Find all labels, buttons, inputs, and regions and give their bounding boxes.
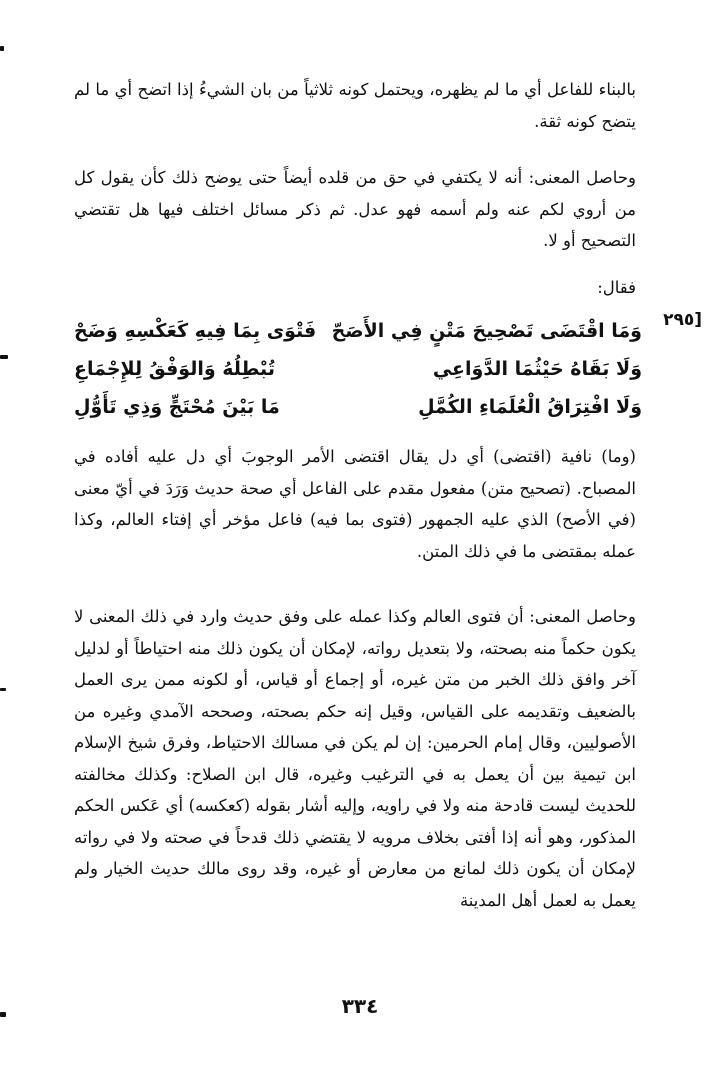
verse-left-hemistich: تُبْطِلُهُ وَالوَفْقُ لِلإِجْمَاعِ [74, 358, 275, 380]
poem-block [74, 312, 642, 426]
paragraph-explanation: وحاصل المعنى: أن فتوى العالم وكذا عمله على وفق حديث وارد في ذلك المعنى لا يكون حكماً منه بصحته، ولا بتعديل رواته، لإمكان أن يكون ذلك منه احتياطاً أو لدليل آخر وافق ذلك الخبر من متن غيره، أو إجماع أو قياس، أو لكونه ممن يرى العمل بالضعيف وتقديمه على القياس، وقيل إنه حكم بصحته، وصححه الآمدي وغيره من الأصوليين، وقال إمام الحرمين: إن لم يكن في مسالك الاحتياط، وفرق شيخ الإسلام ابن تيمية بين أن يعمل به في الترغيب وغيره، قال ابن الصلاح: وكذلك مخالفته للحديث ليست قادحة منه ولا في راويه، وإليه أشار بقوله (كعكسه) أي عَكس الحكم المذكور، وهو أنه إذا أفتى بخلاف مرويه لا يقتضي ذلك قدحاً في صحته ولا في رواته لإمكان أن يكون ذلك لمانع من معارض أو غيره، وقد روى مالك حديث الخيار ولم يعمل به لعمل أهل المدينة [74, 607, 636, 910]
paragraph-commentary: (وما) نافية (اقتضى) أي دل يقال اقتضى الأمر الوجوبَ أي دل عليه أفاده في المصباح. (تصحيح متن) مفعول مقدم على الفاعل أي صحة حديث وَرَدَ في أيّ معنى (في الأصح) الذي عليه الجمهور (فتوى بما فيه) فاعل مؤخر أي إفتاء العالم، وكذا عمله بمقتضى ما في ذلك المتن. [74, 447, 636, 561]
scan-edge-mark [0, 1012, 6, 1017]
paragraph-summary: وحاصل المعنى: أنه لا يكتفي في حق من قلده أيضاً حتى يوضح ذلك كأن يقول كل من أروي لكم عنه ولم أسمه فهو عدل. ثم ذكر مسائل اختلف فيها هل تقتضي التصحيح أو لا. [74, 168, 636, 250]
page-number: ٣٣٤ [341, 994, 379, 1018]
verse-row [74, 312, 642, 350]
verse-left-hemistich: مَا بَيْنَ مُحْتَجٍّ وَذِي تَأَوُّلِ [74, 396, 280, 418]
paragraph-lead-in: فقال: [597, 278, 636, 297]
paragraph-intro: بالبناء للفاعل أي ما لم يظهره، ويحتمل كونه ثلاثياً من بان الشيءُ إذا اتضح أي ما لم يتضح كونه ثقة. [74, 80, 636, 131]
scan-edge-mark [0, 355, 8, 359]
verse-right-hemistich: وَلَا افْتِرَاقُ الْعُلَمَاءِ الكُمَّلِ [418, 396, 642, 418]
verse-row [74, 350, 642, 388]
verse-row [74, 388, 642, 426]
verse-left-hemistich: فَتْوَى بِمَا فِيهِ كَعَكْسِهِ وَضَحْ [74, 320, 317, 342]
scan-edge-mark [0, 46, 4, 51]
verse-right-hemistich: وَمَا اقْتَضَى تَصْحِيحَ مَتْنٍ فِي الأَصَحّ [331, 320, 642, 342]
verse-right-hemistich: وَلَا بَقَاهُ حَيْثُمَا الدَّوَاعِي [432, 358, 642, 380]
scan-edge-mark [0, 688, 6, 691]
verse-number: [٢٩٥ [663, 310, 702, 330]
